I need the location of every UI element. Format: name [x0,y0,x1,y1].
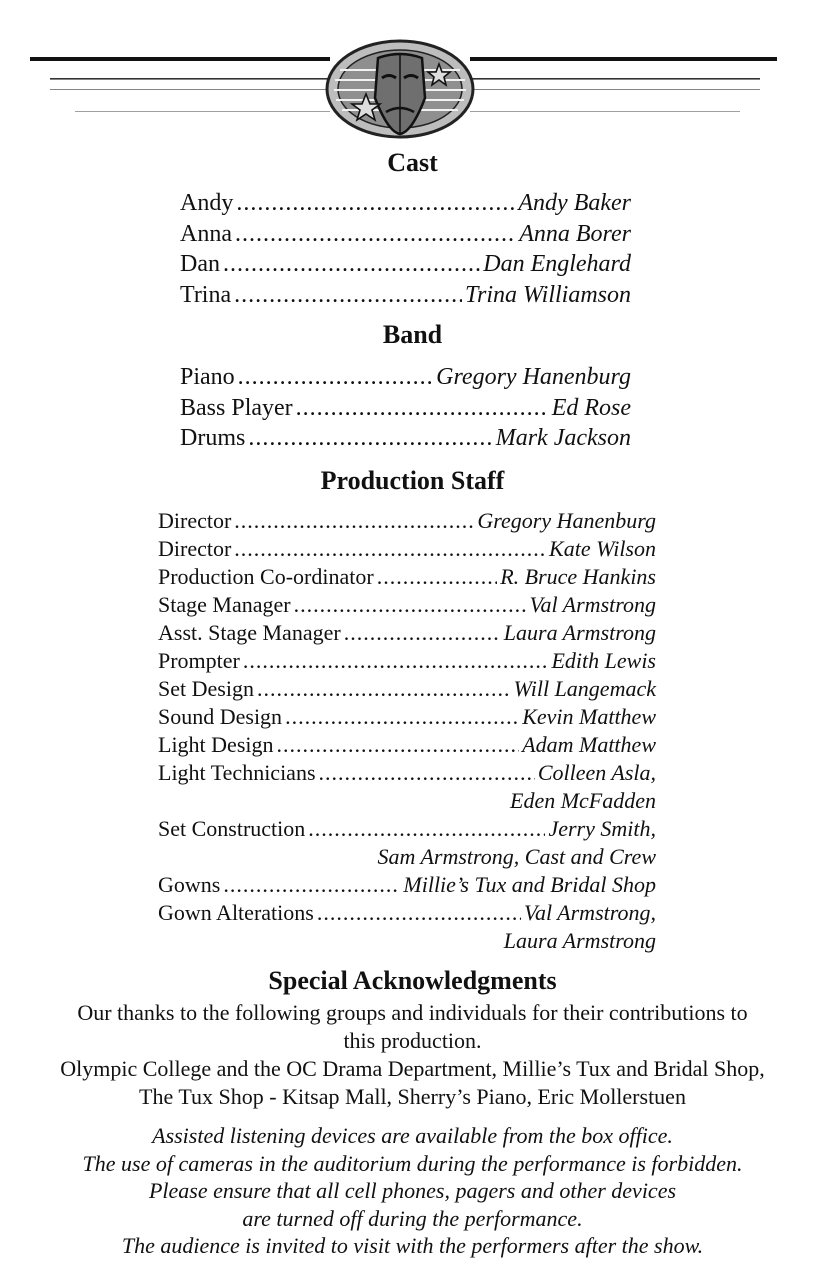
credit-name: Mark Jackson [495,425,631,451]
credit-row [158,759,656,787]
credit-name: Jerry Smith, [548,816,656,841]
credit-name: Edith Lewis [551,648,656,673]
dot-leader [294,591,527,619]
credit-name-continued: Eden McFadden [510,788,656,813]
credit-row [180,249,631,280]
note-line: Assisted listening devices are available from the box office. [152,1123,673,1148]
credit-name: Kate Wilson [549,536,656,561]
credit-name: Colleen Asla, [537,760,656,785]
credit-role: Director [158,508,232,533]
audience-notes [0,1122,825,1260]
dot-leader [236,188,515,218]
credit-role: Sound Design [158,704,283,729]
theatre-mask-emblem-icon [327,41,473,137]
dot-leader [377,563,498,591]
credit-row [158,619,656,647]
credit-name-continued: Laura Armstrong [503,928,656,953]
credit-name: Trina Williamson [464,281,631,308]
note-line: Please ensure that all cell phones, pagers and other devices [148,1178,677,1203]
credit-role: Piano [180,364,235,390]
credit-row [180,219,631,250]
dot-leader [344,619,501,647]
band-list [180,362,631,454]
dot-leader [223,249,480,279]
staff-heading: Production Staff [320,466,505,495]
credit-row [158,647,656,675]
credit-role: Drums [180,425,246,451]
note-line: The audience is invited to visit with the performers after the show. [121,1233,704,1258]
credit-role: Asst. Stage Manager [158,620,341,645]
dot-leader [235,219,516,249]
credit-role: Anna [180,220,232,247]
credit-row [158,871,656,899]
dot-leader [319,759,535,787]
credit-role: Light Technicians [158,760,316,785]
note-line: are turned off during the performance. [242,1205,583,1231]
credit-row [158,731,656,759]
dot-leader [285,703,519,731]
credit-row [158,563,656,591]
credit-name: Millie’s Tux and Bridal Shop [403,872,656,897]
acknowledgments-text [0,999,825,1111]
credit-role: Set Construction [158,816,306,841]
credit-name: R. Bruce Hankins [500,564,656,589]
credit-name: Ed Rose [551,394,631,421]
acknowledgment-line: The Tux Shop - Kitsap Mall, Sherry’s Piano, Eric Mollerstuen [139,1084,686,1109]
credit-row [158,507,656,535]
credit-row [180,393,631,424]
credit-row [158,535,656,563]
credit-name: Anna Borer [519,220,631,247]
credit-row [158,591,656,619]
credit-name: Adam Matthew [522,732,656,757]
credit-row [158,815,656,843]
credit-role: Production Co-ordinator [158,564,374,589]
production-staff-list [158,507,656,955]
note-line: The use of cameras in the auditorium during the performance is forbidden. [82,1150,743,1176]
credit-role: Gowns [158,872,221,897]
acknowledgment-line: Olympic College and the OC Drama Department, Millie’s Tux and Bridal Shop, [60,1056,765,1081]
credit-role: Prompter [158,648,240,673]
dot-leader [234,507,474,535]
dot-leader [317,899,521,927]
dot-leader [234,535,546,563]
credit-role: Set Design [158,676,254,701]
dot-leader [277,731,520,759]
acknowledgment-line: Our thanks to the following groups and individuals for their contributions to [77,1000,748,1025]
credit-role: Andy [180,190,234,216]
credit-role: Director [158,536,232,561]
dot-leader [308,815,545,843]
credit-name: Val Armstrong, [523,900,656,925]
header-emblem-bar [0,0,825,150]
credit-name: Val Armstrong [529,592,656,617]
band-heading: Band [382,320,443,349]
credit-role: Light Design [158,732,274,757]
credit-row [158,899,656,927]
credit-row [180,188,631,219]
credit-name: Kevin Matthew [522,704,656,729]
dot-leader [238,362,433,392]
credit-name: Laura Armstrong [503,620,656,645]
dot-leader [257,675,511,703]
dot-leader [296,393,549,423]
credit-role: Gown Alterations [158,900,314,925]
credit-name: Gregory Hanenburg [436,364,631,390]
dot-leader [223,871,400,899]
credit-row [158,703,656,731]
credit-name: Will Langemack [513,676,656,701]
dot-leader [248,423,492,453]
cast-heading: Cast [387,148,438,177]
credit-row [180,362,631,393]
credit-name: Dan Englehard [483,251,631,277]
credit-role: Bass Player [180,394,293,421]
credit-name-continued: Sam Armstrong, Cast and Crew [377,844,656,869]
credit-role: Stage Manager [158,592,291,617]
dot-leader [234,280,462,310]
cast-list [180,188,631,310]
credit-role: Trina [180,281,232,308]
credit-name: Gregory Hanenburg [477,508,656,533]
acknowledgments-heading: Special Acknowledgments [268,966,557,995]
credit-name: Andy Baker [518,190,631,216]
credit-role: Dan [180,251,220,277]
credit-row [180,280,631,311]
credit-row [158,675,656,703]
acknowledgment-line: this production. [343,1028,482,1053]
credit-row [180,423,631,454]
dot-leader [243,647,549,675]
